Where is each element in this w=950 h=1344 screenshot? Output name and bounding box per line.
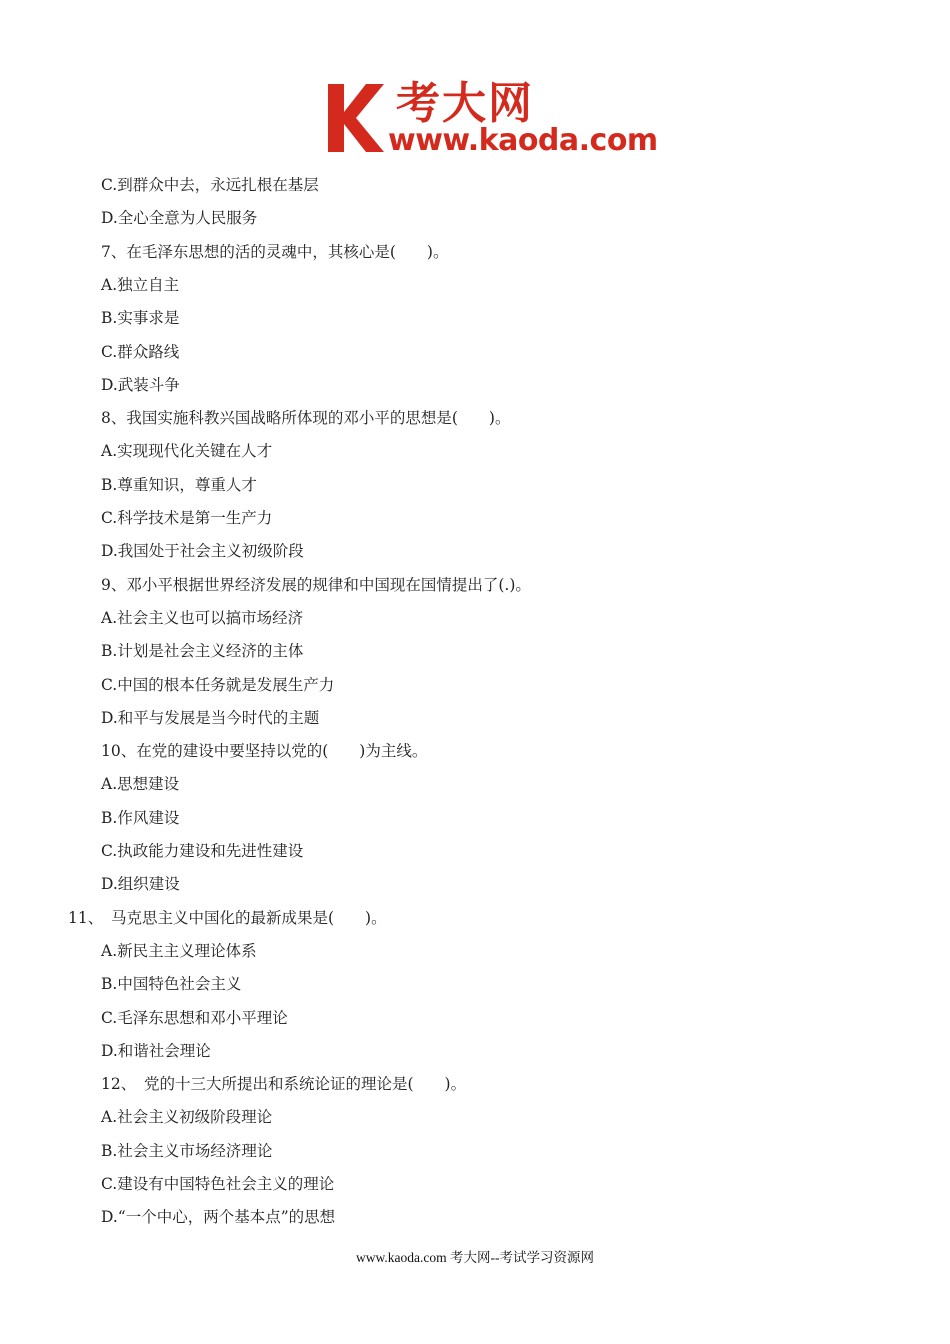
text-line: B.尊重知识，尊重人才	[101, 475, 257, 494]
text-line: D.和平与发展是当今时代的主题	[101, 708, 320, 727]
text-line: A.实现现代化关键在人才	[101, 442, 273, 461]
text-line: B.计划是社会主义经济的主体	[101, 642, 304, 661]
text-line: C.群众路线	[101, 342, 180, 361]
text-line: D.我国处于社会主义初级阶段	[101, 542, 304, 561]
text-line: B.作风建设	[101, 808, 180, 827]
text-line: D.全心全意为人民服务	[101, 209, 258, 228]
text-line: D.武装斗争	[101, 375, 180, 394]
text-line: C.毛泽东思想和邓小平理论	[101, 1008, 288, 1027]
text-line: C.到群众中去，永远扎根在基层	[101, 176, 319, 194]
text-line: A.独立自主	[101, 275, 180, 294]
text-line: A.思想建设	[101, 775, 180, 794]
text-line: 9、邓小平根据世界经济发展的规律和中国现在国情提出了(.)。	[101, 575, 531, 594]
text-line: 7、在毛泽东思想的活的灵魂中，其核心是( )。	[101, 242, 449, 261]
text-line: 12、 党的十三大所提出和系统论证的理论是( )。	[101, 1075, 467, 1094]
footer-text: www.kaoda.com 考大网--考试学习资源网	[356, 1250, 594, 1265]
text-line: D.组织建设	[101, 875, 180, 894]
text-line: D.“一个中心，两个基本点”的思想	[101, 1208, 336, 1227]
kaoda-logo	[326, 78, 658, 160]
brand-name: 考大网	[396, 78, 534, 129]
text-line: 10、在党的建设中要坚持以党的( )为主线。	[101, 742, 428, 761]
text-line: C.执政能力建设和先进性建设	[101, 842, 304, 860]
text-line: C.中国的根本任务就是发展生产力	[101, 675, 335, 694]
text-line: C.建设有中国特色社会主义的理论	[101, 1175, 335, 1193]
kaoda-k-logo-icon	[326, 82, 386, 154]
brand-url: www.kaoda.com	[388, 123, 658, 158]
text-line: B.社会主义市场经济理论	[101, 1141, 273, 1160]
text-line: B.实事求是	[101, 309, 180, 328]
text-line: B.中国特色社会主义	[101, 975, 242, 994]
text-line: C.科学技术是第一生产力	[101, 509, 273, 527]
text-line: A.新民主主义理论体系	[101, 941, 257, 960]
text-line: 8、我国实施科教兴国战略所体现的邓小平的思想是( )。	[101, 409, 511, 428]
text-line: A.社会主义初级阶段理论	[101, 1108, 273, 1127]
text-line: 11、 马克思主义中国化的最新成果是( )。	[68, 908, 387, 927]
text-line: D.和谐社会理论	[101, 1041, 211, 1060]
text-line: A.社会主义也可以搞市场经济	[101, 608, 304, 627]
